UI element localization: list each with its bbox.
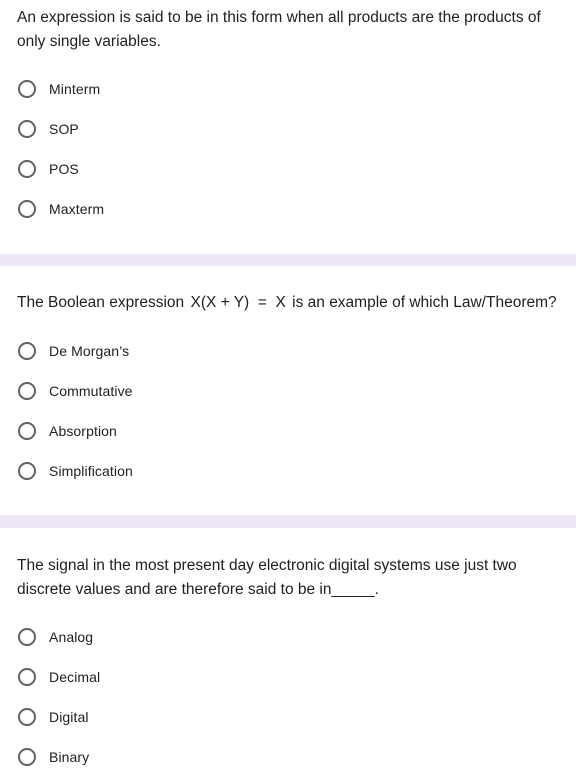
question-prefix: The Boolean expression: [17, 294, 185, 311]
option-simplification[interactable]: [18, 460, 133, 482]
radio-button[interactable]: [18, 160, 36, 178]
radio-button[interactable]: [18, 462, 36, 480]
question-text-3: [17, 554, 576, 602]
option-label: Binary: [49, 749, 90, 765]
option-binary[interactable]: [18, 746, 89, 768]
radio-button[interactable]: [18, 748, 36, 766]
option-analog[interactable]: [18, 626, 93, 648]
radio-button[interactable]: [18, 120, 36, 138]
option-maxterm[interactable]: [18, 198, 104, 220]
radio-button[interactable]: [18, 708, 36, 726]
question-line: only single variables.: [17, 33, 161, 50]
option-label: De Morgan’s: [49, 343, 130, 359]
radio-button[interactable]: [18, 342, 36, 360]
question-text-2: [17, 291, 576, 315]
radio-button[interactable]: [18, 628, 36, 646]
option-label: SOP: [49, 121, 79, 137]
boolean-expression: X(X + Y) = X: [190, 294, 286, 311]
radio-button[interactable]: [18, 200, 36, 218]
option-label: Decimal: [49, 669, 101, 685]
option-label: Analog: [49, 629, 94, 645]
radio-button[interactable]: [18, 80, 36, 98]
question-card-2: [0, 266, 576, 515]
option-digital[interactable]: [18, 706, 89, 728]
option-minterm[interactable]: [18, 78, 100, 100]
option-commutative[interactable]: [18, 380, 133, 402]
question-card-3: [0, 528, 576, 783]
option-absorption[interactable]: [18, 420, 117, 442]
option-label: POS: [49, 161, 79, 177]
option-label: Maxterm: [49, 201, 105, 217]
question-card-1: [0, 0, 576, 254]
option-label: Absorption: [49, 423, 117, 439]
option-pos[interactable]: [18, 158, 79, 180]
option-label: Commutative: [49, 383, 133, 399]
option-label: Digital: [49, 709, 89, 725]
question-line: discrete values and are therefore said to be in_____.: [17, 581, 379, 598]
option-de-morgans[interactable]: [18, 340, 129, 362]
question-text-1: [17, 6, 576, 54]
option-label: Minterm: [49, 81, 101, 97]
question-line: An expression is said to be in this form when all products are the products of: [17, 9, 541, 26]
radio-button[interactable]: [18, 382, 36, 400]
option-label: Simplification: [49, 463, 133, 479]
radio-button[interactable]: [18, 668, 36, 686]
question-line: The signal in the most present day electronic digital systems use just two: [17, 557, 517, 574]
radio-button[interactable]: [18, 422, 36, 440]
option-sop[interactable]: [18, 118, 79, 140]
question-suffix: is an example of which Law/Theorem?: [292, 294, 557, 311]
option-decimal[interactable]: [18, 666, 100, 688]
